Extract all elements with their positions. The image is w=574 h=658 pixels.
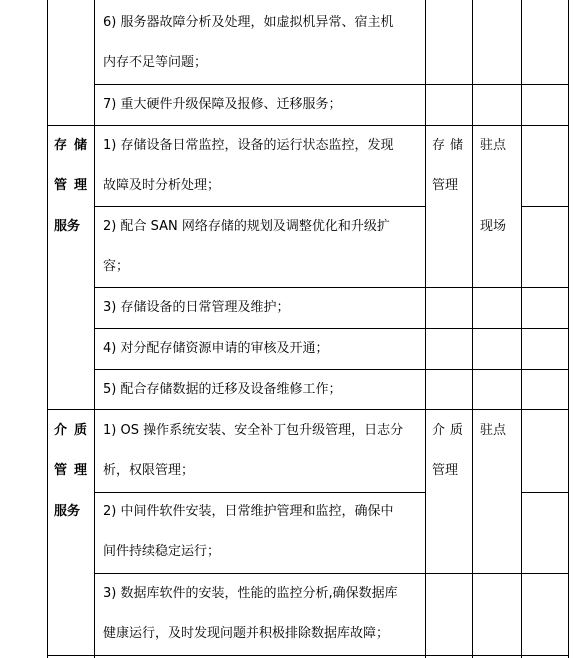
category-label: 管理 — [54, 463, 95, 478]
grid-line — [94, 0, 95, 658]
item-text: 3) 数据库软件的安装，性能的监控分析,确保数据库 — [103, 586, 398, 601]
grid-line — [47, 0, 48, 658]
type-label: 存储 — [432, 138, 469, 153]
item-text: 5) 配合存储数据的迁移及设备维修工作； — [103, 382, 342, 397]
item-text: 故障及时分析处理； — [103, 178, 221, 193]
mode-label: 现场 — [480, 219, 507, 234]
category-label: 管理 — [54, 178, 95, 193]
grid-line — [568, 0, 569, 658]
category-label: 介质 — [54, 423, 95, 438]
grid-line — [521, 492, 569, 493]
item-text: 1) OS 操作系统安装、安全补丁包升级管理，日志分 — [103, 423, 404, 438]
item-text: 2) 中间件软件安装，日常维护管理和监控，确保中 — [103, 504, 394, 519]
item-text: 健康运行，及时发现问题并积极排除数据库故障； — [103, 626, 390, 641]
item-text: 4) 对分配存储资源申请的审核及开通； — [103, 341, 329, 356]
type-label: 管理 — [432, 178, 459, 193]
category-label: 服务 — [54, 504, 81, 519]
grid-line — [472, 0, 473, 658]
item-text: 析，权限管理； — [103, 463, 195, 478]
item-text: 内存不足等问题； — [103, 55, 208, 70]
item-text: 6) 服务器故障分析及处理，如虚拟机异常、宿主机 — [103, 15, 394, 30]
category-label: 服务 — [54, 219, 81, 234]
grid-line — [47, 655, 569, 656]
category-label: 存储 — [54, 138, 95, 153]
type-label: 管理 — [432, 463, 459, 478]
mode-label: 驻点 — [480, 423, 507, 438]
item-text: 3) 存储设备的日常管理及维护； — [103, 300, 290, 315]
item-text: 2) 配合 SAN 网络存储的规划及调整优化和升级扩 — [103, 219, 390, 234]
mode-label: 驻点 — [480, 138, 507, 153]
grid-line — [425, 0, 426, 658]
item-text: 1) 存储设备日常监控，设备的运行状态监控，发现 — [103, 138, 394, 153]
grid-line — [521, 0, 522, 658]
item-text: 7) 重大硬件升级保障及报修、迁移服务； — [103, 97, 342, 112]
type-label: 介质 — [432, 423, 469, 438]
item-text: 间件持续稳定运行； — [103, 544, 221, 559]
grid-line — [521, 206, 569, 207]
item-text: 容； — [103, 259, 130, 274]
